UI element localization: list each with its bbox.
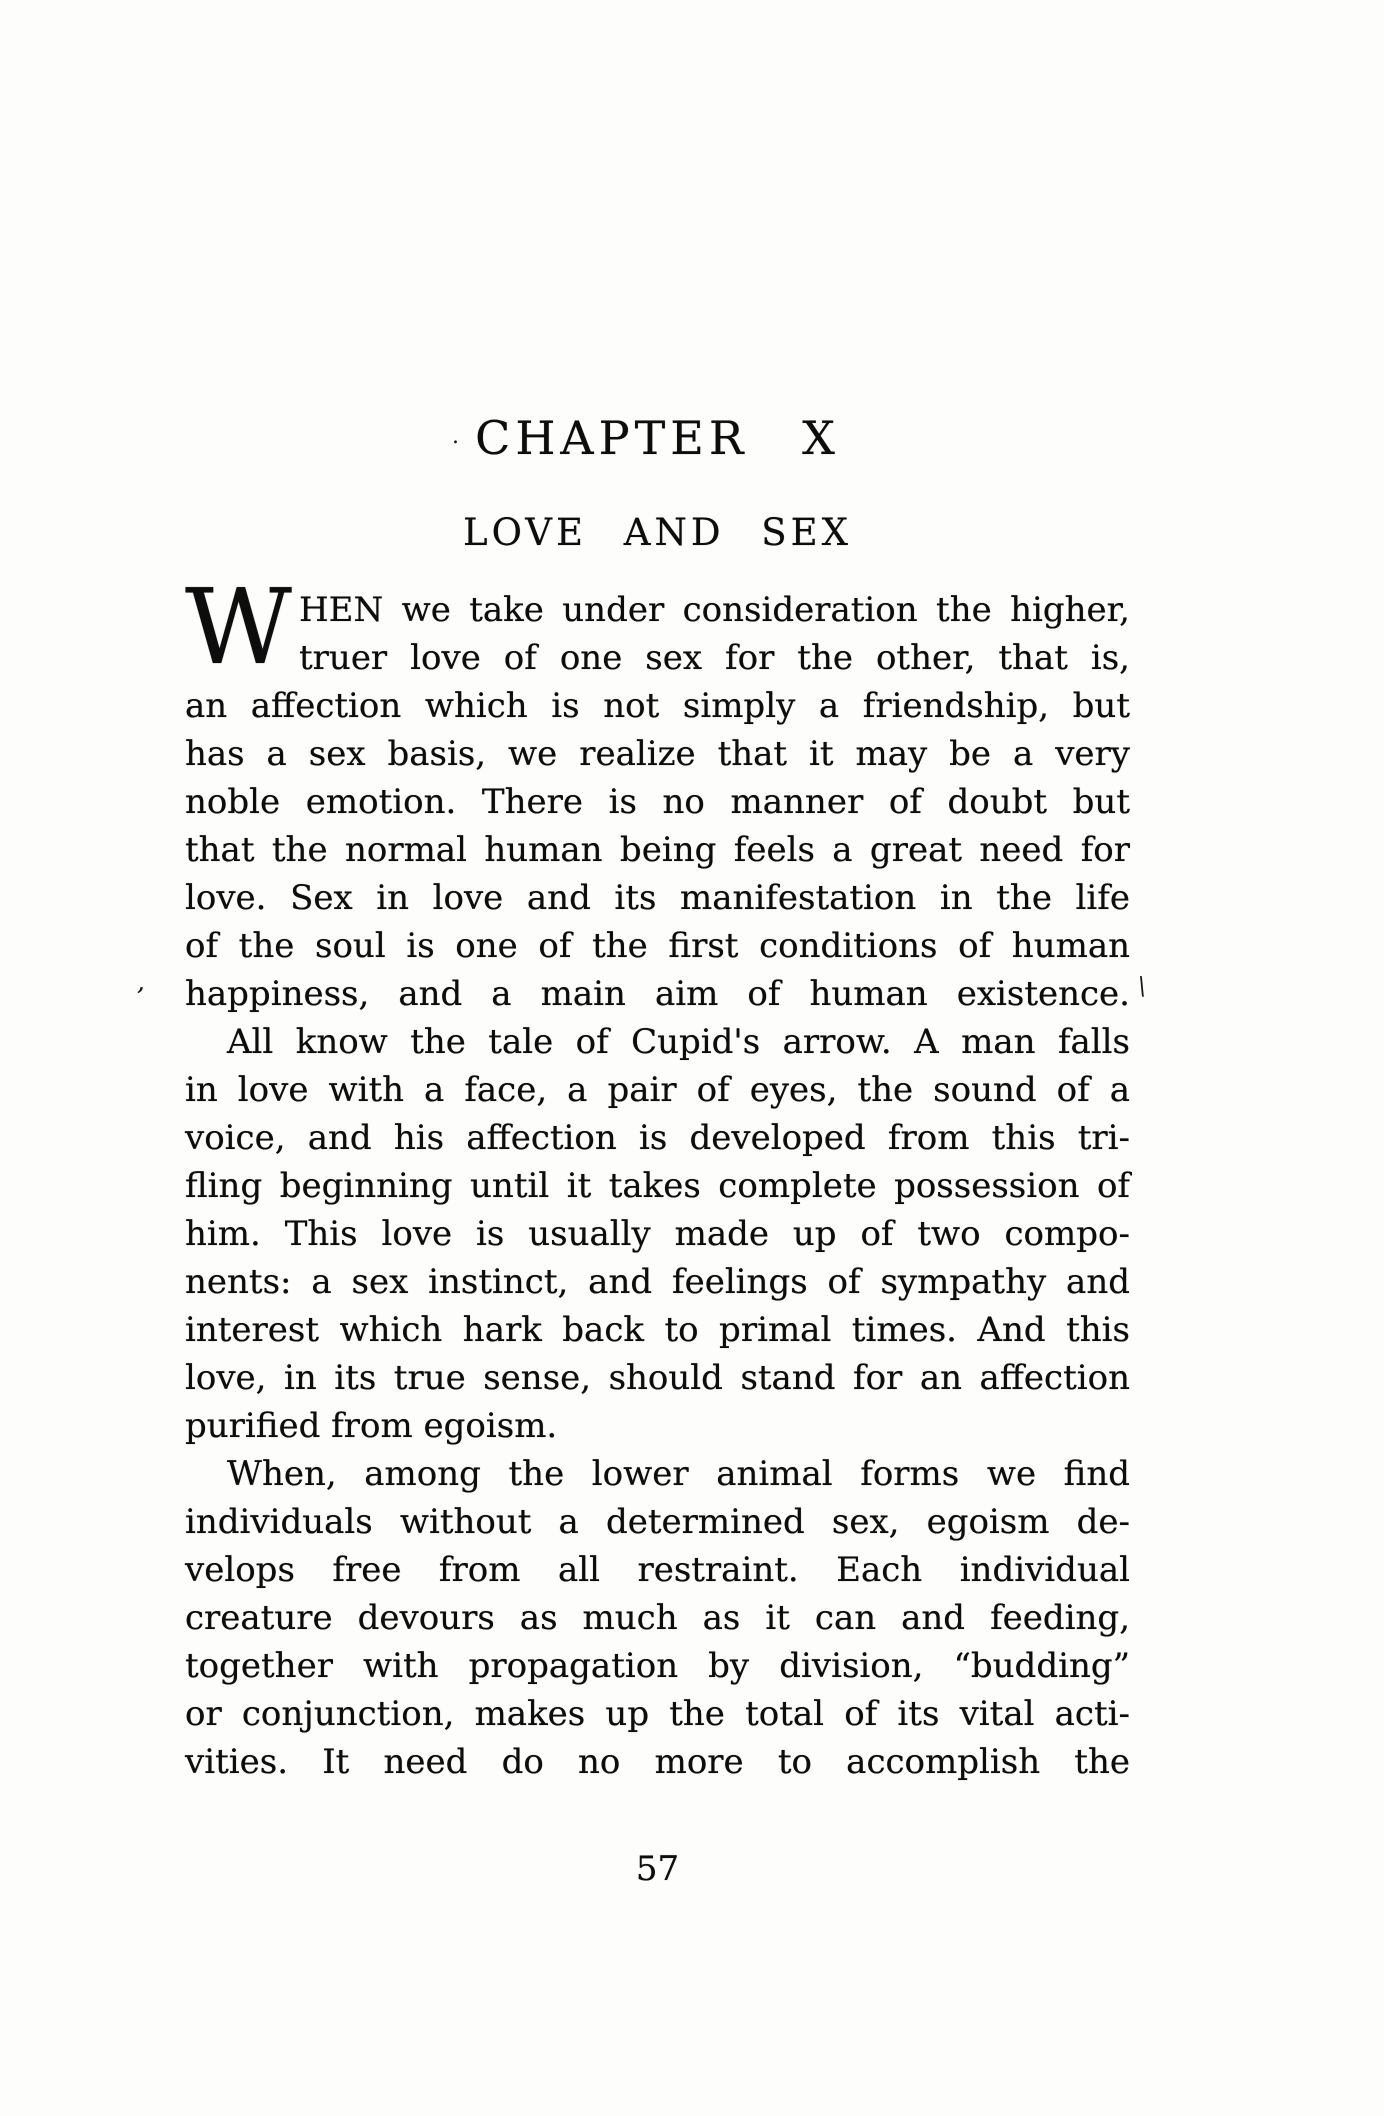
chapter-heading: CHAPTER X [475,411,840,465]
paragraph [185,1018,1130,1450]
text-line: nents: a sex instinct, and feelings of sympathy and [185,1262,1130,1302]
text-line: All know the tale of Cupid's arrow. A man falls [227,1022,1130,1062]
drop-cap: W [185,566,292,688]
paragraph [185,566,1130,1018]
text-line: noble emotion. There is no manner of doubt but [185,782,1130,822]
text-line: happiness, and a main aim of human existence. [185,974,1130,1014]
text-line: HEN we take under consideration the higher, [299,590,1130,630]
text-line: of the soul is one of the first conditions of human [185,926,1130,966]
text-line: interest which hark back to primal times. And this [185,1310,1130,1350]
text-line: him. This love is usually made up of two compo- [185,1214,1130,1254]
text-line: or conjunction, makes up the total of its vital acti- [185,1694,1130,1734]
page-number: 57 [635,1849,680,1889]
text-line: in love with a face, a pair of eyes, the sound of a [185,1070,1130,1110]
text-line: truer love of one sex for the other, that is, [299,638,1130,678]
scan-artifact-dot: . [452,424,459,449]
text-line: together with propagation by division, “budding” [185,1646,1130,1686]
text-line: love, in its true sense, should stand for an affection [185,1358,1130,1398]
text-line: When, among the lower animal forms we find [227,1454,1130,1494]
text-line: vities. It need do no more to accomplish the [185,1742,1130,1782]
paragraph [185,1450,1130,1786]
text-line: love. Sex in love and its manifestation in the life [185,878,1130,918]
chapter-subheading: LOVE AND SEX [463,511,852,554]
text-line: that the normal human being feels a great need for [185,830,1130,870]
text-line: voice, and his affection is developed from this tri- [185,1118,1130,1158]
scan-artifact-tick: \ [1135,971,1149,1001]
body-text [185,566,1130,1786]
text-line: creature devours as much as it can and feeding, [185,1598,1130,1638]
text-line: velops free from all restraint. Each individual [185,1550,1130,1590]
scan-artifact-comma: , [135,966,149,998]
text-line: an affection which is not simply a friendship, but [185,686,1130,726]
text-line: individuals without a determined sex, egoism de- [185,1502,1130,1542]
text-line: has a sex basis, we realize that it may be a very [185,734,1130,774]
text-line: purified from egoism. [185,1406,558,1446]
text-line: fling beginning until it takes complete possession of [185,1166,1130,1206]
